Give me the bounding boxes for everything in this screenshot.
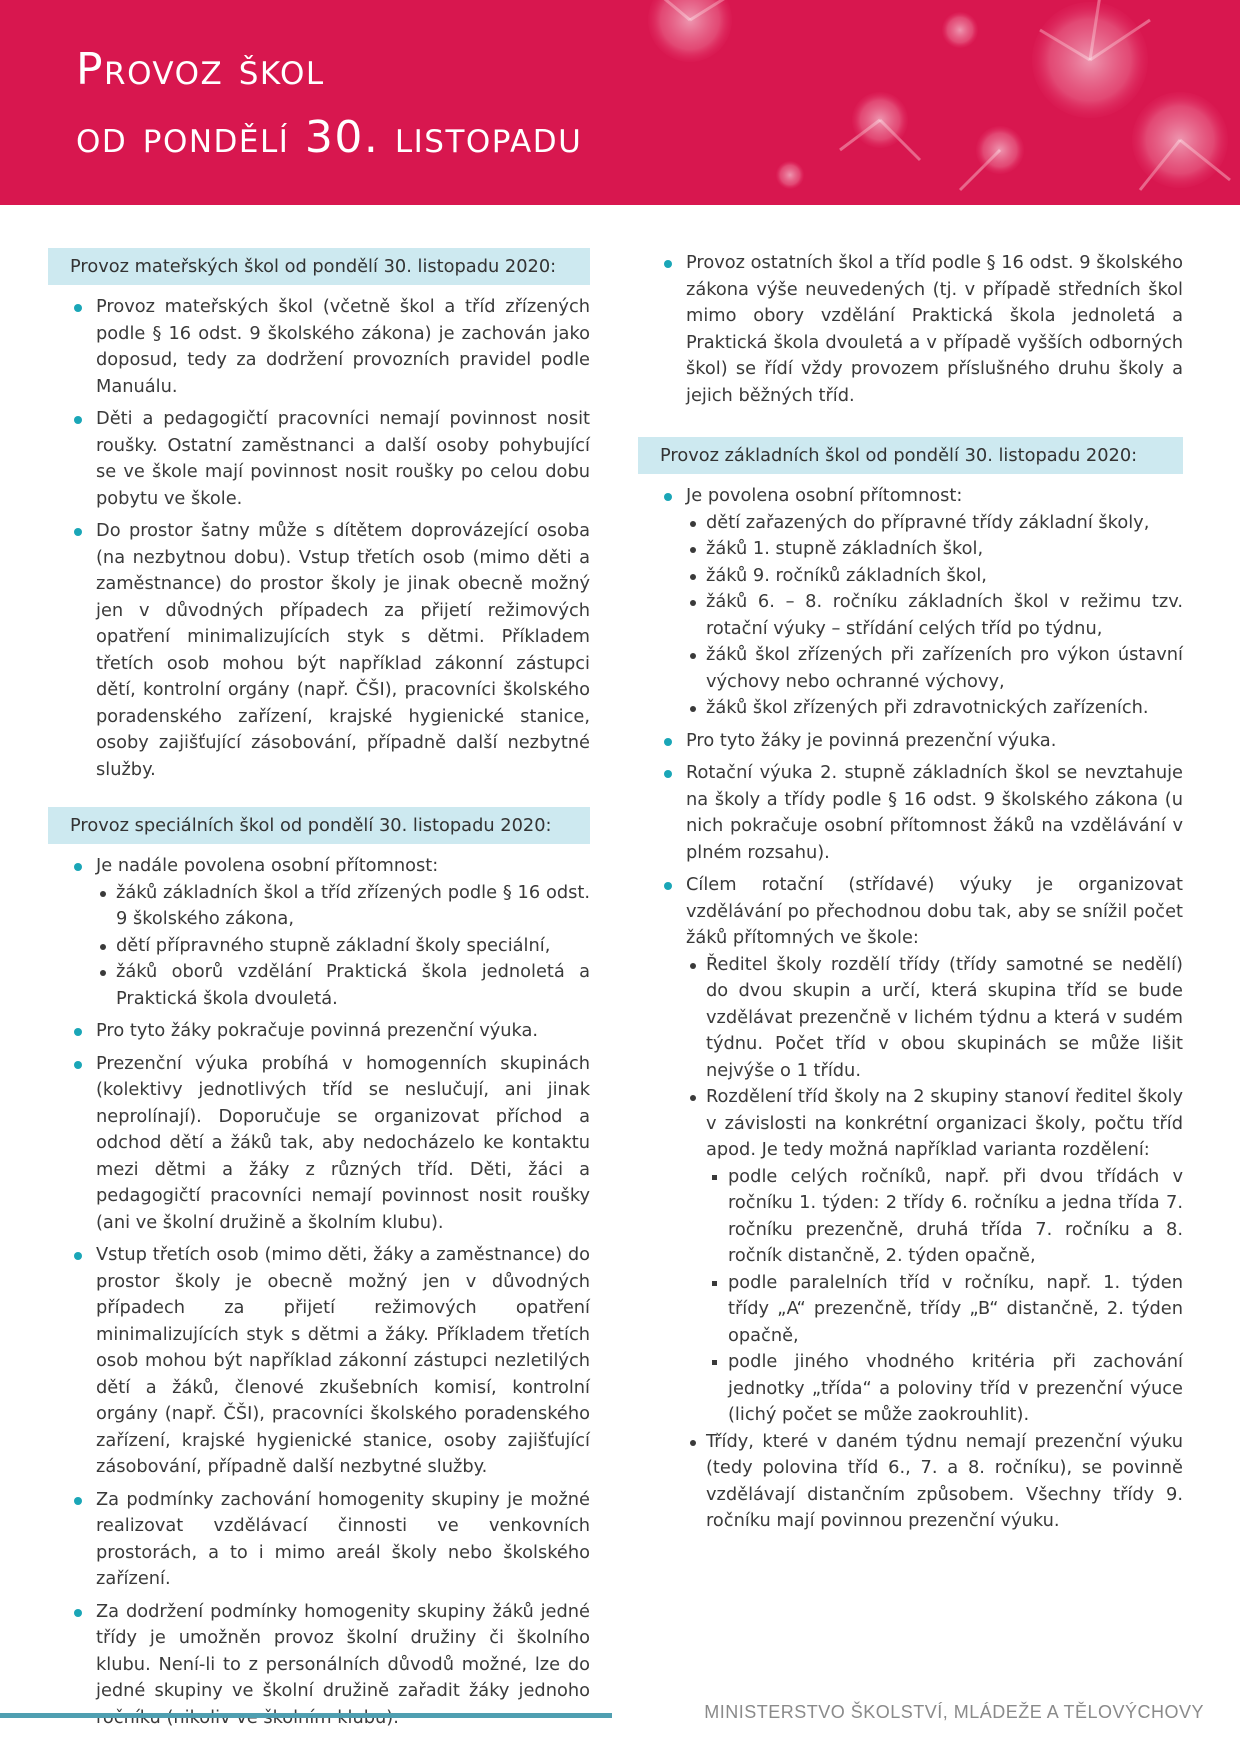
sub-list-item: žáků oborů vzdělání Praktická škola jednoletá a Praktická škola dvouletá. [96, 959, 590, 1012]
goal-sub2-text: Rozdělení tříd školy na 2 skupiny stanoví ředitel školy v závislosti na konkrétní organizaci školy, počtu tříd apod. Je tedy možná například varianta rozdělení: [706, 1086, 1183, 1160]
sub-list-item: dětí zařazených do přípravné třídy základní školy, [686, 510, 1183, 537]
sub-list-item: žáků škol zřízených při zařízeních pro výkon ústavní výchovy nebo ochranné výchovy, [686, 642, 1183, 695]
sub-list-item: žáků škol zřízených při zdravotnických zařízeních. [686, 695, 1183, 722]
list-item: Provoz ostatních škol a tříd podle § 16 odst. 9 školského zákona výše neuvedených (tj. v případě středních škol mimo obory vzdělání Praktická škola jednoletá a Praktická škola dvouletá a v případě vyšších odborných škol) se řídí vždy provozem příslušného druhu školy a jejich běžných tříd. [638, 250, 1183, 409]
sub-list-item [686, 1084, 1183, 1429]
sub-list-item: žáků 1. stupně základních škol, [686, 536, 1183, 563]
header-banner [0, 0, 1240, 205]
list-item: Provoz mateřských škol (včetně škol a tříd zřízených podle § 16 odst. 9 školského zákona) je zachován jako doposud, tedy za dodržení provozních pravidel podle Manuálu. [48, 294, 590, 400]
title-line-1: Provoz škol [76, 44, 325, 95]
list-item [638, 872, 1183, 1535]
list-item: Pro tyto žáky pokračuje povinná prezenční výuka. [48, 1018, 590, 1045]
section-heading-ms: Provoz mateřských škol od pondělí 30. listopadu 2020: [48, 248, 590, 285]
list-item: Pro tyto žáky je povinná prezenční výuka. [638, 728, 1183, 755]
zs-list [638, 483, 1183, 1535]
special-sublist [96, 880, 590, 1013]
special-intro: Je nadále povolena osobní přítomnost: [96, 855, 439, 876]
right-column [638, 248, 1183, 1541]
variant-item: podle celých ročníků, např. při dvou třídách v ročníku 1. týden: 2 třídy 6. ročníku a jedna třída 7. ročníku prezenčně, druhá třída 7. ročníku a 8. ročník distančně, 2. týden opačně, [706, 1164, 1183, 1270]
variant-item: podle jiného vhodného kritéria při zachování jednotky „třída“ a poloviny tříd v prezenční výuce (lichý počet se může zaokrouhlit). [706, 1349, 1183, 1429]
sub-list-item: Třídy, které v daném týdnu nemají prezenční výuku (tedy polovina tříd 6., 7. a 8. ročníku), se povinně vzdělávají distančním způsobem. Všechny třídy 9. ročníku mají povinnou prezenční výuku. [686, 1429, 1183, 1535]
zs-sublist [686, 510, 1183, 722]
list-item: Vstup třetích osob (mimo děti, žáky a zaměstnance) do prostor školy je obecně možný jen v důvodných případech za přijetí režimových opatření minimalizujících styk s dětmi a žáky. Příkladem třetích osob mohou být například zákonní zástupci nezletilých dětí a žáků, členové zkušebních komisí, kontrolní orgány (např. ČŠI), pracovníci školského poradenského zařízení, krajské hygienické stanice, osoby zajišťující zásobování, případně další nezbytné služby. [48, 1242, 590, 1481]
title-line-2: od pondělí 30. listopadu [76, 112, 583, 163]
section-heading-zs: Provoz základních škol od pondělí 30. listopadu 2020: [638, 437, 1183, 474]
goal-sublist [686, 952, 1183, 1535]
variant-item: podle paralelních tříd v ročníku, např. 1. týden třídy „A“ prezenčně, třídy „B“ distančně, 2. týden opačně, [706, 1270, 1183, 1350]
zs-intro: Je povolena osobní přítomnost: [686, 485, 963, 506]
variant-list [706, 1164, 1183, 1429]
sub-list-item: žáků základních škol a tříd zřízených podle § 16 odst. 9 školského zákona, [96, 880, 590, 933]
zs-goal: Cílem rotační (střídavé) výuky je organizovat vzdělávání po přechodnou dobu tak, aby se snížil počet žáků přítomných ve škole: [686, 874, 1183, 948]
page-title [76, 36, 582, 172]
list-item: Do prostor šatny může s dítětem doprovázející osoba (na nezbytnou dobu). Vstup třetích osob (mimo děti a zaměstnance) do prostor školy je jinak obecně možný jen v důvodných případech za přijetí režimových opatření minimalizujících styk s dětmi. Příkladem třetích osob mohou být například zákonní zástupci dětí, kontrolní orgány (např. ČŠI), pracovníci školského poradenského zařízení, krajské hygienické stanice, osoby zajišťující zásobování, případně další nezbytné služby. [48, 518, 590, 783]
list-item: Děti a pedagogičtí pracovníci nemají povinnost nosit roušky. Ostatní zaměstnanci a další osoby pohybující se ve škole mají povinnost nosit roušky po celou dobu pobytu ve škole. [48, 406, 590, 512]
section-heading-special: Provoz speciálních škol od pondělí 30. listopadu 2020: [48, 807, 590, 844]
sub-list-item: Ředitel školy rozdělí třídy (třídy samotné se nedělí) do dvou skupin a určí, která skupina tříd se bude vzdělávat prezenčně v lichém týdnu a která v sudém týdnu. Počet tříd v obou skupinách se může lišit nejvýše o 1 třídu. [686, 952, 1183, 1085]
special-list [48, 853, 590, 1731]
sub-list-item: dětí přípravného stupně základní školy speciální, [96, 933, 590, 960]
ms-list [48, 294, 590, 783]
list-item: Rotační výuka 2. stupně základních škol se nevztahuje na školy a třídy podle § 16 odst. 9 školského zákona (u nich pokračuje osobní přítomnost žáků na vzdělávání v plném rozsahu). [638, 760, 1183, 866]
list-item: Za dodržení podmínky homogenity skupiny žáků jedné třídy je umožněn provoz školní družiny či školního klubu. Není-li to z personálních důvodů možné, lze do jedné skupiny ve školní družině zařadit žáky jednoho [48, 1599, 590, 1732]
footer-rule [0, 1713, 612, 1718]
sub-list-item: žáků 9. ročníků základních škol, [686, 563, 1183, 590]
list-item [638, 483, 1183, 722]
list-item [48, 853, 590, 1012]
footer-ministry-name: MINISTERSTVO ŠKOLSTVÍ, MLÁDEŽE A TĚLOVÝCHOVY [704, 1702, 1204, 1722]
left-column [48, 248, 590, 1737]
list-item: Prezenční výuka probíhá v homogenních skupinách (kolektivy jednotlivých tříd se neslučují, ani jinak neprolínají). Doporučuje se organizovat příchod a odchod dětí a žáků tak, aby nedocházelo ke kontaktu mezi dětmi a žáky z různých tříd. Děti, žáci a pedagogičtí pracovníci nemají povinnost nosit roušky (ani ve školní družině a školním klubu). [48, 1051, 590, 1237]
sub-list-item: žáků 6. – 8. ročníku základních škol v režimu tzv. rotační výuky – střídání celých tříd po týdnu, [686, 589, 1183, 642]
list-item: Za podmínky zachování homogenity skupiny je možné realizovat vzdělávací činnosti ve venkovních prostorách, a to i mimo areál školy nebo školského zařízení. [48, 1487, 590, 1593]
other-list [638, 250, 1183, 409]
